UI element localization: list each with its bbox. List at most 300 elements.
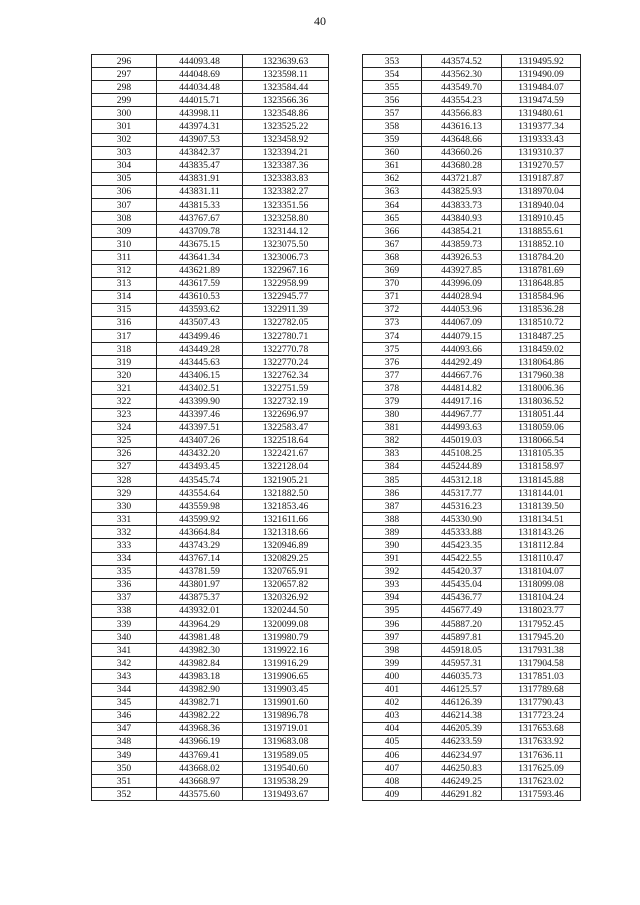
table-row [92,631,329,644]
table-row [363,434,581,447]
x-coordinate-cell: 443982.90 [157,683,243,696]
table-row [92,526,329,539]
x-coordinate-cell: 443974.31 [157,120,243,133]
table-row [363,356,581,369]
point-number-cell: 314 [92,290,157,303]
point-number-cell: 354 [363,68,422,81]
table-row [92,369,329,382]
y-coordinate-cell: 1319495.92 [502,55,581,68]
x-coordinate-cell: 445316.23 [422,500,502,513]
x-coordinate-cell: 443926.53 [422,251,502,264]
y-coordinate-cell: 1323394.21 [243,146,329,159]
x-coordinate-cell: 443680.28 [422,159,502,172]
point-number-cell: 369 [363,264,422,277]
table-row [363,395,581,408]
point-number-cell: 328 [92,474,157,487]
x-coordinate-cell: 444028.94 [422,290,502,303]
point-number-cell: 341 [92,644,157,657]
point-number-cell: 301 [92,120,157,133]
point-number-cell: 322 [92,395,157,408]
table-row [363,709,581,722]
point-number-cell: 312 [92,264,157,277]
x-coordinate-cell: 443507.43 [157,316,243,329]
y-coordinate-cell: 1318940.04 [502,199,581,212]
table-row [92,81,329,94]
point-number-cell: 320 [92,369,157,382]
x-coordinate-cell: 445897.81 [422,631,502,644]
table-row [363,552,581,565]
y-coordinate-cell: 1321905.21 [243,474,329,487]
x-coordinate-cell: 443493.45 [157,460,243,473]
table-row [92,539,329,552]
table-row [92,55,329,68]
table-row [92,199,329,212]
y-coordinate-cell: 1323598.11 [243,68,329,81]
x-coordinate-cell: 445317.77 [422,487,502,500]
y-coordinate-cell: 1317593.46 [502,788,581,801]
x-coordinate-cell: 443621.89 [157,264,243,277]
point-number-cell: 372 [363,303,422,316]
y-coordinate-cell: 1318852.10 [502,238,581,251]
table-row [92,356,329,369]
x-coordinate-cell: 443769.41 [157,748,243,761]
point-number-cell: 353 [363,55,422,68]
y-coordinate-cell: 1323458.92 [243,133,329,146]
y-coordinate-cell: 1322751.59 [243,382,329,395]
x-coordinate-cell: 443927.85 [422,264,502,277]
y-coordinate-cell: 1322967.16 [243,264,329,277]
table-row [92,107,329,120]
table-row [363,316,581,329]
table-row [363,382,581,395]
y-coordinate-cell: 1322583.47 [243,421,329,434]
point-number-cell: 321 [92,382,157,395]
table-row [363,133,581,146]
x-coordinate-cell: 443593.62 [157,303,243,316]
y-coordinate-cell: 1322696.97 [243,408,329,421]
point-number-cell: 382 [363,434,422,447]
y-coordinate-cell: 1318910.45 [502,212,581,225]
x-coordinate-cell: 444034.48 [157,81,243,94]
coordinates-table-right [362,54,581,801]
x-coordinate-cell: 443660.26 [422,146,502,159]
x-coordinate-cell: 446291.82 [422,788,502,801]
y-coordinate-cell: 1322770.78 [243,343,329,356]
table-row [363,657,581,670]
point-number-cell: 374 [363,329,422,342]
point-number-cell: 307 [92,199,157,212]
y-coordinate-cell: 1318487.25 [502,329,581,342]
y-coordinate-cell: 1318110.47 [502,552,581,565]
point-number-cell: 311 [92,251,157,264]
y-coordinate-cell: 1317623.02 [502,775,581,788]
y-coordinate-cell: 1317625.09 [502,762,581,775]
x-coordinate-cell: 443767.67 [157,212,243,225]
y-coordinate-cell: 1323548.86 [243,107,329,120]
x-coordinate-cell: 444292.49 [422,356,502,369]
x-coordinate-cell: 443932.01 [157,604,243,617]
point-number-cell: 362 [363,172,422,185]
y-coordinate-cell: 1323351.56 [243,199,329,212]
x-coordinate-cell: 443559.98 [157,500,243,513]
y-coordinate-cell: 1322128.04 [243,460,329,473]
table-row [363,788,581,801]
point-number-cell: 399 [363,657,422,670]
point-number-cell: 352 [92,788,157,801]
y-coordinate-cell: 1319538.29 [243,775,329,788]
table-row [363,159,581,172]
point-number-cell: 363 [363,185,422,198]
table-row [92,683,329,696]
point-number-cell: 376 [363,356,422,369]
table-row [363,120,581,133]
point-number-cell: 318 [92,343,157,356]
point-number-cell: 306 [92,185,157,198]
x-coordinate-cell: 445420.37 [422,565,502,578]
y-coordinate-cell: 1318112.84 [502,539,581,552]
point-number-cell: 357 [363,107,422,120]
point-number-cell: 302 [92,133,157,146]
y-coordinate-cell: 1322780.71 [243,329,329,342]
point-number-cell: 319 [92,356,157,369]
table-row [363,604,581,617]
x-coordinate-cell: 446250.83 [422,762,502,775]
y-coordinate-cell: 1323258.80 [243,212,329,225]
y-coordinate-cell: 1317653.68 [502,722,581,735]
table-row [92,565,329,578]
y-coordinate-cell: 1319980.79 [243,631,329,644]
table-row [92,277,329,290]
point-number-cell: 343 [92,670,157,683]
table-row [363,644,581,657]
x-coordinate-cell: 443709.78 [157,225,243,238]
y-coordinate-cell: 1321611.66 [243,513,329,526]
point-number-cell: 315 [92,303,157,316]
point-number-cell: 337 [92,591,157,604]
x-coordinate-cell: 443721.87 [422,172,502,185]
y-coordinate-cell: 1318006.36 [502,382,581,395]
y-coordinate-cell: 1319490.09 [502,68,581,81]
y-coordinate-cell: 1318064.86 [502,356,581,369]
table-row [363,526,581,539]
x-coordinate-cell: 444093.66 [422,343,502,356]
y-coordinate-cell: 1323382.27 [243,185,329,198]
point-number-cell: 389 [363,526,422,539]
y-coordinate-cell: 1320099.08 [243,618,329,631]
table-row [363,683,581,696]
y-coordinate-cell: 1319901.60 [243,696,329,709]
x-coordinate-cell: 443982.22 [157,709,243,722]
point-number-cell: 323 [92,408,157,421]
y-coordinate-cell: 1317851.03 [502,670,581,683]
x-coordinate-cell: 443842.37 [157,146,243,159]
x-coordinate-cell: 444048.69 [157,68,243,81]
y-coordinate-cell: 1323584.44 [243,81,329,94]
table-row [363,251,581,264]
coordinates-table-left [91,54,329,801]
point-number-cell: 404 [363,722,422,735]
y-coordinate-cell: 1318066.54 [502,434,581,447]
x-coordinate-cell: 443562.30 [422,68,502,81]
y-coordinate-cell: 1317723.24 [502,709,581,722]
y-coordinate-cell: 1320829.25 [243,552,329,565]
point-number-cell: 386 [363,487,422,500]
table-row [363,775,581,788]
point-number-cell: 308 [92,212,157,225]
y-coordinate-cell: 1318099.08 [502,578,581,591]
point-number-cell: 346 [92,709,157,722]
x-coordinate-cell: 443549.70 [422,81,502,94]
y-coordinate-cell: 1320657.82 [243,578,329,591]
x-coordinate-cell: 446234.97 [422,748,502,761]
point-number-cell: 401 [363,683,422,696]
point-number-cell: 313 [92,277,157,290]
point-number-cell: 407 [363,762,422,775]
table-row [92,788,329,801]
point-number-cell: 361 [363,159,422,172]
x-coordinate-cell: 443781.59 [157,565,243,578]
x-coordinate-cell: 445435.04 [422,578,502,591]
table-row [363,696,581,709]
x-coordinate-cell: 444917.16 [422,395,502,408]
x-coordinate-cell: 446126.39 [422,696,502,709]
table-row [363,238,581,251]
point-number-cell: 331 [92,513,157,526]
y-coordinate-cell: 1323006.73 [243,251,329,264]
point-number-cell: 396 [363,618,422,631]
point-number-cell: 370 [363,277,422,290]
point-number-cell: 393 [363,578,422,591]
x-coordinate-cell: 443982.30 [157,644,243,657]
point-number-cell: 409 [363,788,422,801]
x-coordinate-cell: 443554.23 [422,94,502,107]
y-coordinate-cell: 1322911.39 [243,303,329,316]
y-coordinate-cell: 1322782.05 [243,316,329,329]
point-number-cell: 342 [92,657,157,670]
table-row [363,408,581,421]
y-coordinate-cell: 1317960.38 [502,369,581,382]
table-row [92,225,329,238]
x-coordinate-cell: 446214.38 [422,709,502,722]
table-row [92,722,329,735]
point-number-cell: 381 [363,421,422,434]
point-number-cell: 365 [363,212,422,225]
point-number-cell: 355 [363,81,422,94]
x-coordinate-cell: 443831.91 [157,172,243,185]
y-coordinate-cell: 1320765.91 [243,565,329,578]
point-number-cell: 327 [92,460,157,473]
table-row [92,434,329,447]
point-number-cell: 299 [92,94,157,107]
x-coordinate-cell: 444993.63 [422,421,502,434]
x-coordinate-cell: 443545.74 [157,474,243,487]
y-coordinate-cell: 1318059.06 [502,421,581,434]
x-coordinate-cell: 443445.63 [157,356,243,369]
x-coordinate-cell: 445422.55 [422,552,502,565]
x-coordinate-cell: 443825.93 [422,185,502,198]
x-coordinate-cell: 443664.84 [157,526,243,539]
point-number-cell: 345 [92,696,157,709]
table-row [92,670,329,683]
point-number-cell: 338 [92,604,157,617]
point-number-cell: 297 [92,68,157,81]
y-coordinate-cell: 1319474.59 [502,94,581,107]
point-number-cell: 392 [363,565,422,578]
x-coordinate-cell: 444015.71 [157,94,243,107]
x-coordinate-cell: 443616.13 [422,120,502,133]
point-number-cell: 326 [92,447,157,460]
x-coordinate-cell: 443599.92 [157,513,243,526]
table-row [363,55,581,68]
y-coordinate-cell: 1319377.34 [502,120,581,133]
x-coordinate-cell: 444814.82 [422,382,502,395]
point-number-cell: 378 [363,382,422,395]
y-coordinate-cell: 1318104.24 [502,591,581,604]
table-row [92,159,329,172]
point-number-cell: 298 [92,81,157,94]
y-coordinate-cell: 1318510.72 [502,316,581,329]
y-coordinate-cell: 1317945.20 [502,631,581,644]
y-coordinate-cell: 1319906.65 [243,670,329,683]
x-coordinate-cell: 443617.59 [157,277,243,290]
table-row [92,513,329,526]
point-number-cell: 390 [363,539,422,552]
y-coordinate-cell: 1322770.24 [243,356,329,369]
y-coordinate-cell: 1322518.64 [243,434,329,447]
x-coordinate-cell: 443840.93 [422,212,502,225]
y-coordinate-cell: 1318051.44 [502,408,581,421]
y-coordinate-cell: 1318104.07 [502,565,581,578]
point-number-cell: 349 [92,748,157,761]
point-number-cell: 347 [92,722,157,735]
table-row [363,343,581,356]
table-row [363,722,581,735]
y-coordinate-cell: 1319187.87 [502,172,581,185]
table-row [92,500,329,513]
table-row [363,618,581,631]
y-coordinate-cell: 1319493.67 [243,788,329,801]
point-number-cell: 394 [363,591,422,604]
point-number-cell: 351 [92,775,157,788]
point-number-cell: 330 [92,500,157,513]
table-row [363,500,581,513]
x-coordinate-cell: 443449.28 [157,343,243,356]
point-number-cell: 398 [363,644,422,657]
y-coordinate-cell: 1318143.26 [502,526,581,539]
point-number-cell: 395 [363,604,422,617]
table-row [92,460,329,473]
y-coordinate-cell: 1319310.37 [502,146,581,159]
table-row [92,212,329,225]
y-coordinate-cell: 1321882.50 [243,487,329,500]
table-row [363,421,581,434]
point-number-cell: 388 [363,513,422,526]
y-coordinate-cell: 1319903.45 [243,683,329,696]
y-coordinate-cell: 1319480.61 [502,107,581,120]
table-row [363,539,581,552]
point-number-cell: 408 [363,775,422,788]
point-number-cell: 358 [363,120,422,133]
y-coordinate-cell: 1319589.05 [243,748,329,761]
table-row [92,146,329,159]
y-coordinate-cell: 1318781.69 [502,264,581,277]
point-number-cell: 384 [363,460,422,473]
x-coordinate-cell: 444093.48 [157,55,243,68]
y-coordinate-cell: 1318536.28 [502,303,581,316]
y-coordinate-cell: 1322958.99 [243,277,329,290]
point-number-cell: 371 [363,290,422,303]
point-number-cell: 310 [92,238,157,251]
x-coordinate-cell: 446249.25 [422,775,502,788]
x-coordinate-cell: 444053.96 [422,303,502,316]
x-coordinate-cell: 443675.15 [157,238,243,251]
point-number-cell: 339 [92,618,157,631]
point-number-cell: 333 [92,539,157,552]
table-row [363,199,581,212]
y-coordinate-cell: 1322945.77 [243,290,329,303]
table-row [363,172,581,185]
x-coordinate-cell: 444967.77 [422,408,502,421]
x-coordinate-cell: 443998.11 [157,107,243,120]
table-row [92,68,329,81]
table-row [363,369,581,382]
y-coordinate-cell: 1323383.83 [243,172,329,185]
y-coordinate-cell: 1318970.04 [502,185,581,198]
table-row [92,408,329,421]
x-coordinate-cell: 443554.64 [157,487,243,500]
x-coordinate-cell: 443406.15 [157,369,243,382]
table-row [363,735,581,748]
y-coordinate-cell: 1318158.97 [502,460,581,473]
x-coordinate-cell: 444067.09 [422,316,502,329]
point-number-cell: 383 [363,447,422,460]
x-coordinate-cell: 443499.46 [157,329,243,342]
table-row [92,591,329,604]
x-coordinate-cell: 443996.09 [422,277,502,290]
table-row [92,618,329,631]
point-number-cell: 340 [92,631,157,644]
table-row [92,604,329,617]
table-row [363,748,581,761]
table-row [363,290,581,303]
table-row [92,775,329,788]
point-number-cell: 334 [92,552,157,565]
x-coordinate-cell: 445244.89 [422,460,502,473]
x-coordinate-cell: 443907.53 [157,133,243,146]
table-row [92,329,329,342]
x-coordinate-cell: 443399.90 [157,395,243,408]
x-coordinate-cell: 446125.57 [422,683,502,696]
x-coordinate-cell: 443397.46 [157,408,243,421]
x-coordinate-cell: 443833.73 [422,199,502,212]
table-row [363,264,581,277]
y-coordinate-cell: 1319484.07 [502,81,581,94]
table-row [92,343,329,356]
x-coordinate-cell: 443835.47 [157,159,243,172]
y-coordinate-cell: 1318134.51 [502,513,581,526]
point-number-cell: 348 [92,735,157,748]
x-coordinate-cell: 443648.66 [422,133,502,146]
x-coordinate-cell: 443859.73 [422,238,502,251]
x-coordinate-cell: 443875.37 [157,591,243,604]
table-row [363,94,581,107]
point-number-cell: 332 [92,526,157,539]
point-number-cell: 373 [363,316,422,329]
table-row [92,748,329,761]
x-coordinate-cell: 445677.49 [422,604,502,617]
x-coordinate-cell: 443574.52 [422,55,502,68]
table-row [92,316,329,329]
